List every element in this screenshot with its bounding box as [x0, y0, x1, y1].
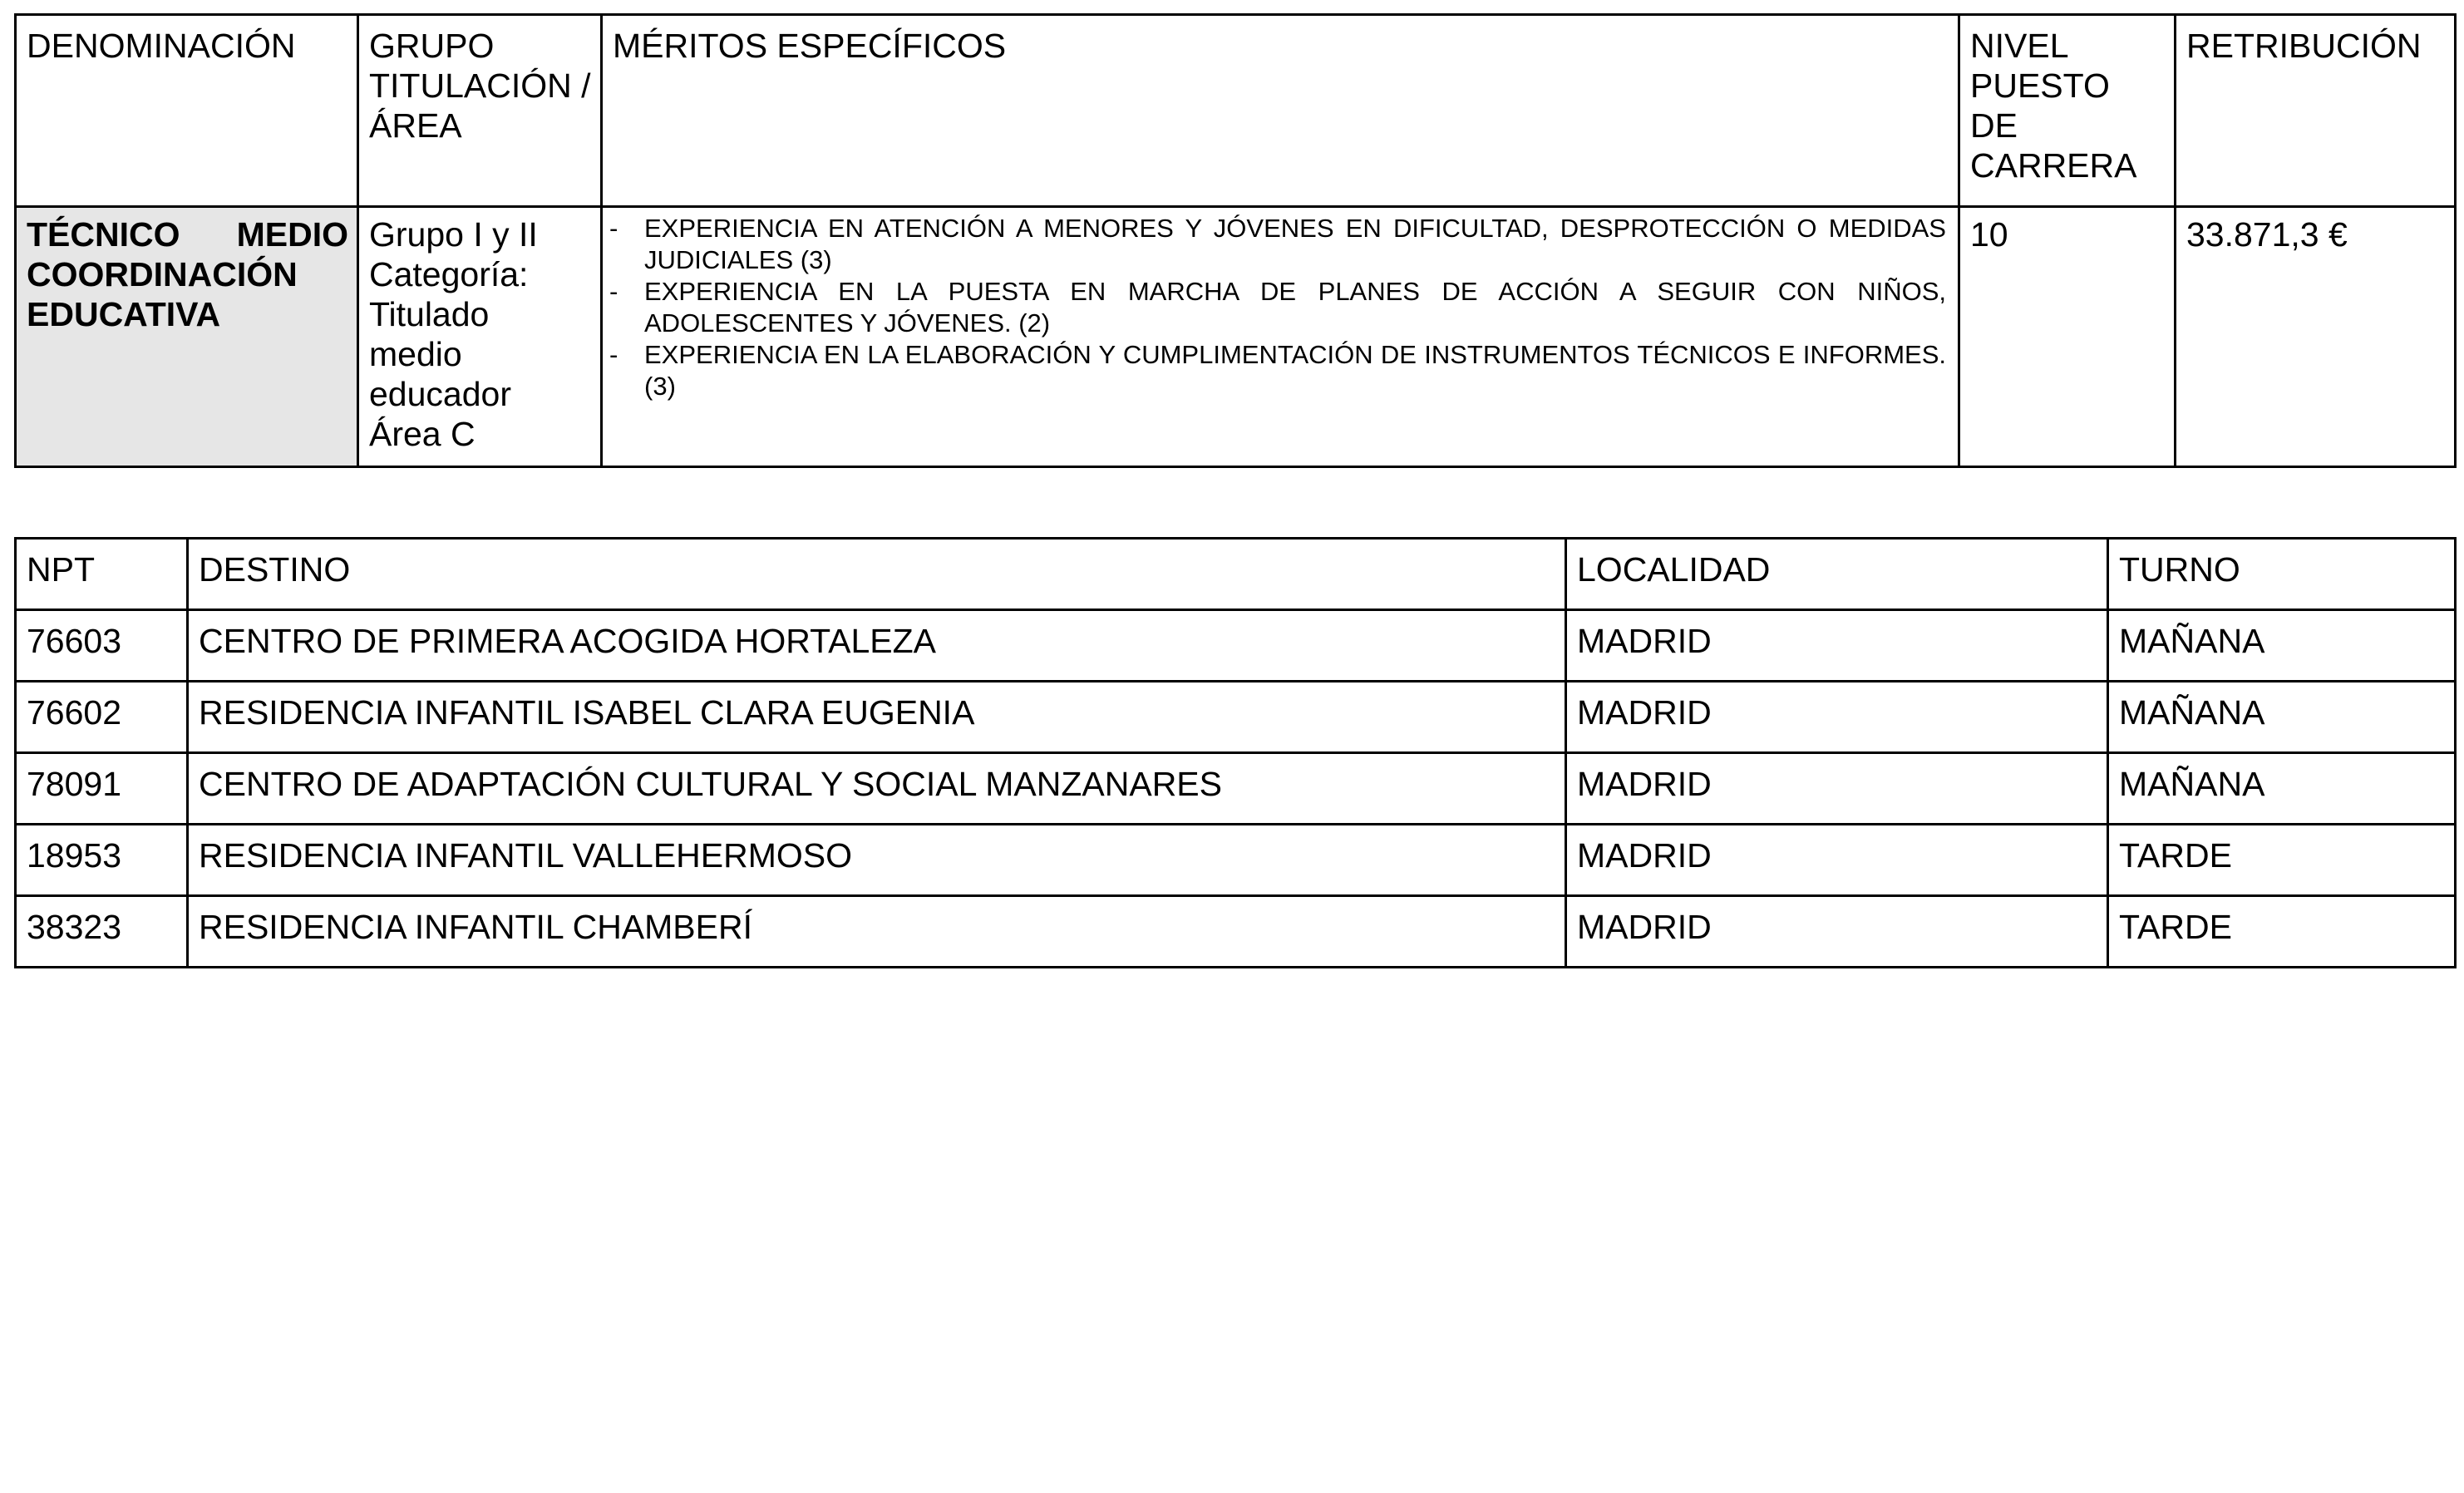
turno-cell: TARDE: [2108, 896, 2456, 968]
table-row: [16, 682, 2456, 753]
npt-cell: 78091: [16, 753, 188, 825]
grupo-cell: [358, 207, 602, 467]
merit-bullet: -: [609, 214, 618, 243]
header-retribucion: RETRIBUCIÓN: [2176, 15, 2456, 207]
header-nivel-line: DE: [1970, 106, 2018, 145]
localidad-cell: MADRID: [1566, 896, 2108, 968]
merit-item: [609, 339, 1946, 402]
npt-cell: 38323: [16, 896, 188, 968]
merit-item: [609, 276, 1946, 339]
localidad-cell: MADRID: [1566, 682, 2108, 753]
header-denominacion: DENOMINACIÓN: [16, 15, 358, 207]
merit-text: EXPERIENCIA EN ATENCIÓN A MENORES Y JÓVENES EN DIFICULTAD, DESPROTECCIÓN O MEDIDAS JUDICIALES (3): [644, 214, 1946, 274]
merit-bullet: -: [609, 277, 618, 306]
header-nivel-line: NIVEL: [1970, 27, 2069, 65]
header-meritos: MÉRITOS ESPECÍFICOS: [602, 15, 1959, 207]
header-destino: DESTINO: [188, 539, 1566, 610]
destino-cell: RESIDENCIA INFANTIL ISABEL CLARA EUGENIA: [188, 682, 1566, 753]
header-grupo: [358, 15, 602, 207]
merit-text: EXPERIENCIA EN LA PUESTA EN MARCHA DE PLANES DE ACCIÓN A SEGUIR CON NIÑOS, ADOLESCENTES Y JÓVENES. (2): [644, 277, 1946, 338]
grupo-line: Grupo I y II: [369, 215, 538, 254]
denominacion-cell: TÉCNICO MEDIO COORDINACIÓN EDUCATIVA: [16, 207, 358, 467]
destinos-table: [14, 537, 2457, 968]
retribucion-cell: 33.871,3 €: [2176, 207, 2456, 467]
header-nivel-line: CARRERA: [1970, 146, 2137, 185]
header-grupo-line: TITULACIÓN /: [369, 67, 591, 105]
turno-cell: MAÑANA: [2108, 610, 2456, 682]
destinos-table-header: [16, 539, 2456, 610]
merit-text: EXPERIENCIA EN LA ELABORACIÓN Y CUMPLIMENTACIÓN DE INSTRUMENTOS TÉCNICOS E INFORMES. (3): [644, 340, 1946, 401]
merit-bullet: -: [609, 340, 618, 369]
table-row: [16, 896, 2456, 968]
grupo-line: Área C: [369, 415, 476, 453]
grupo-line: medio: [369, 335, 462, 373]
header-npt: NPT: [16, 539, 188, 610]
merit-list: [609, 213, 1946, 402]
destino-cell: CENTRO DE PRIMERA ACOGIDA HORTALEZA: [188, 610, 1566, 682]
turno-cell: MAÑANA: [2108, 753, 2456, 825]
destino-cell: RESIDENCIA INFANTIL CHAMBERÍ: [188, 896, 1566, 968]
header-localidad: LOCALIDAD: [1566, 539, 2108, 610]
npt-cell: 76602: [16, 682, 188, 753]
localidad-cell: MADRID: [1566, 753, 2108, 825]
header-grupo-line: GRUPO: [369, 27, 495, 65]
merit-item: [609, 213, 1946, 276]
localidad-cell: MADRID: [1566, 825, 2108, 896]
header-row: [16, 539, 2456, 610]
header-nivel-line: PUESTO: [1970, 67, 2110, 105]
table-row: [16, 825, 2456, 896]
header-row: [16, 15, 2456, 207]
grupo-line: educador: [369, 375, 511, 413]
npt-cell: 18953: [16, 825, 188, 896]
nivel-cell: 10: [1959, 207, 2176, 467]
turno-cell: TARDE: [2108, 825, 2456, 896]
meritos-cell: [602, 207, 1959, 467]
header-grupo-line: ÁREA: [369, 106, 462, 145]
turno-cell: MAÑANA: [2108, 682, 2456, 753]
table-row: [16, 610, 2456, 682]
header-nivel: [1959, 15, 2176, 207]
destino-cell: RESIDENCIA INFANTIL VALLEHERMOSO: [188, 825, 1566, 896]
grupo-line: Titulado: [369, 295, 490, 333]
puesto-table-header: [16, 15, 2456, 207]
puesto-row: [16, 207, 2456, 467]
npt-cell: 76603: [16, 610, 188, 682]
grupo-line: Categoría:: [369, 255, 529, 293]
table-row: [16, 753, 2456, 825]
header-turno: TURNO: [2108, 539, 2456, 610]
localidad-cell: MADRID: [1566, 610, 2108, 682]
puesto-table: [14, 13, 2457, 468]
destino-cell: CENTRO DE ADAPTACIÓN CULTURAL Y SOCIAL MANZANARES: [188, 753, 1566, 825]
